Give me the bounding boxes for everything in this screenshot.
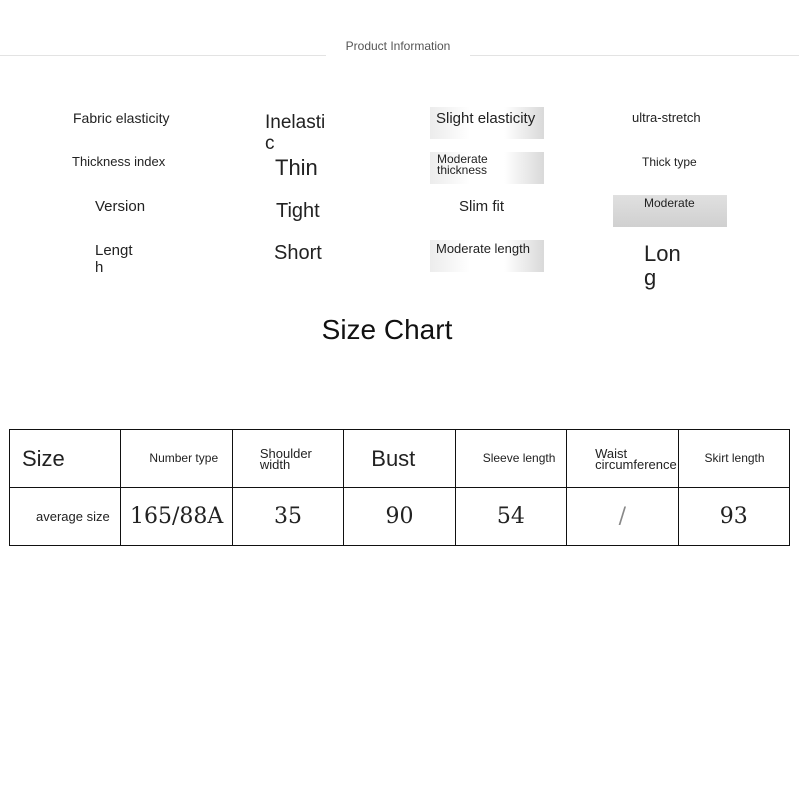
option-tight: Tight: [276, 200, 320, 222]
cell-shoulder-width: 35: [232, 488, 343, 546]
attr-label-version: Version: [95, 198, 146, 215]
cell-bust: 90: [344, 488, 455, 546]
header-sleeve-length: Sleeve length: [455, 430, 566, 488]
cell-sleeve-length: 54: [455, 488, 566, 546]
header-shoulder-width: Shoulder width: [232, 430, 343, 488]
option-moderate: Moderate: [644, 196, 695, 210]
option-inelastic: Inelastic: [265, 112, 326, 154]
size-chart-table: [9, 429, 790, 546]
header-size: Size: [10, 430, 121, 488]
attr-label-thickness: Thickness index: [72, 154, 166, 169]
table-header-row: [10, 430, 790, 488]
option-slight-elasticity: Slight elasticity: [436, 110, 536, 127]
option-long: Long: [644, 241, 681, 290]
header-bust: Bust: [344, 430, 455, 488]
header-skirt-length: Skirt length: [678, 430, 789, 488]
attr-label-length: Length: [95, 242, 133, 276]
cell-size-name: average size: [10, 488, 121, 546]
table-row: [10, 488, 790, 546]
cell-skirt-length: 93: [678, 488, 789, 546]
section-title: Product Information: [326, 38, 470, 58]
attr-label-elasticity: Fabric elasticity: [73, 110, 170, 126]
header-number-type: Number type: [121, 430, 232, 488]
option-thin: Thin: [275, 155, 318, 180]
header-waist-circumference: Waist circumference: [567, 430, 678, 488]
option-moderate-length: Moderate length: [436, 241, 530, 256]
option-moderate-thickness: Moderate thickness: [437, 152, 488, 177]
option-thick-type: Thick type: [642, 155, 697, 169]
option-slim-fit: Slim fit: [459, 198, 504, 215]
cell-waist-circumference: /: [567, 488, 678, 546]
option-ultra-stretch: ultra-stretch: [632, 110, 701, 125]
cell-number-type: 165/88A: [121, 488, 232, 546]
size-chart-title: Size Chart: [321, 314, 453, 345]
option-short: Short: [274, 242, 322, 264]
